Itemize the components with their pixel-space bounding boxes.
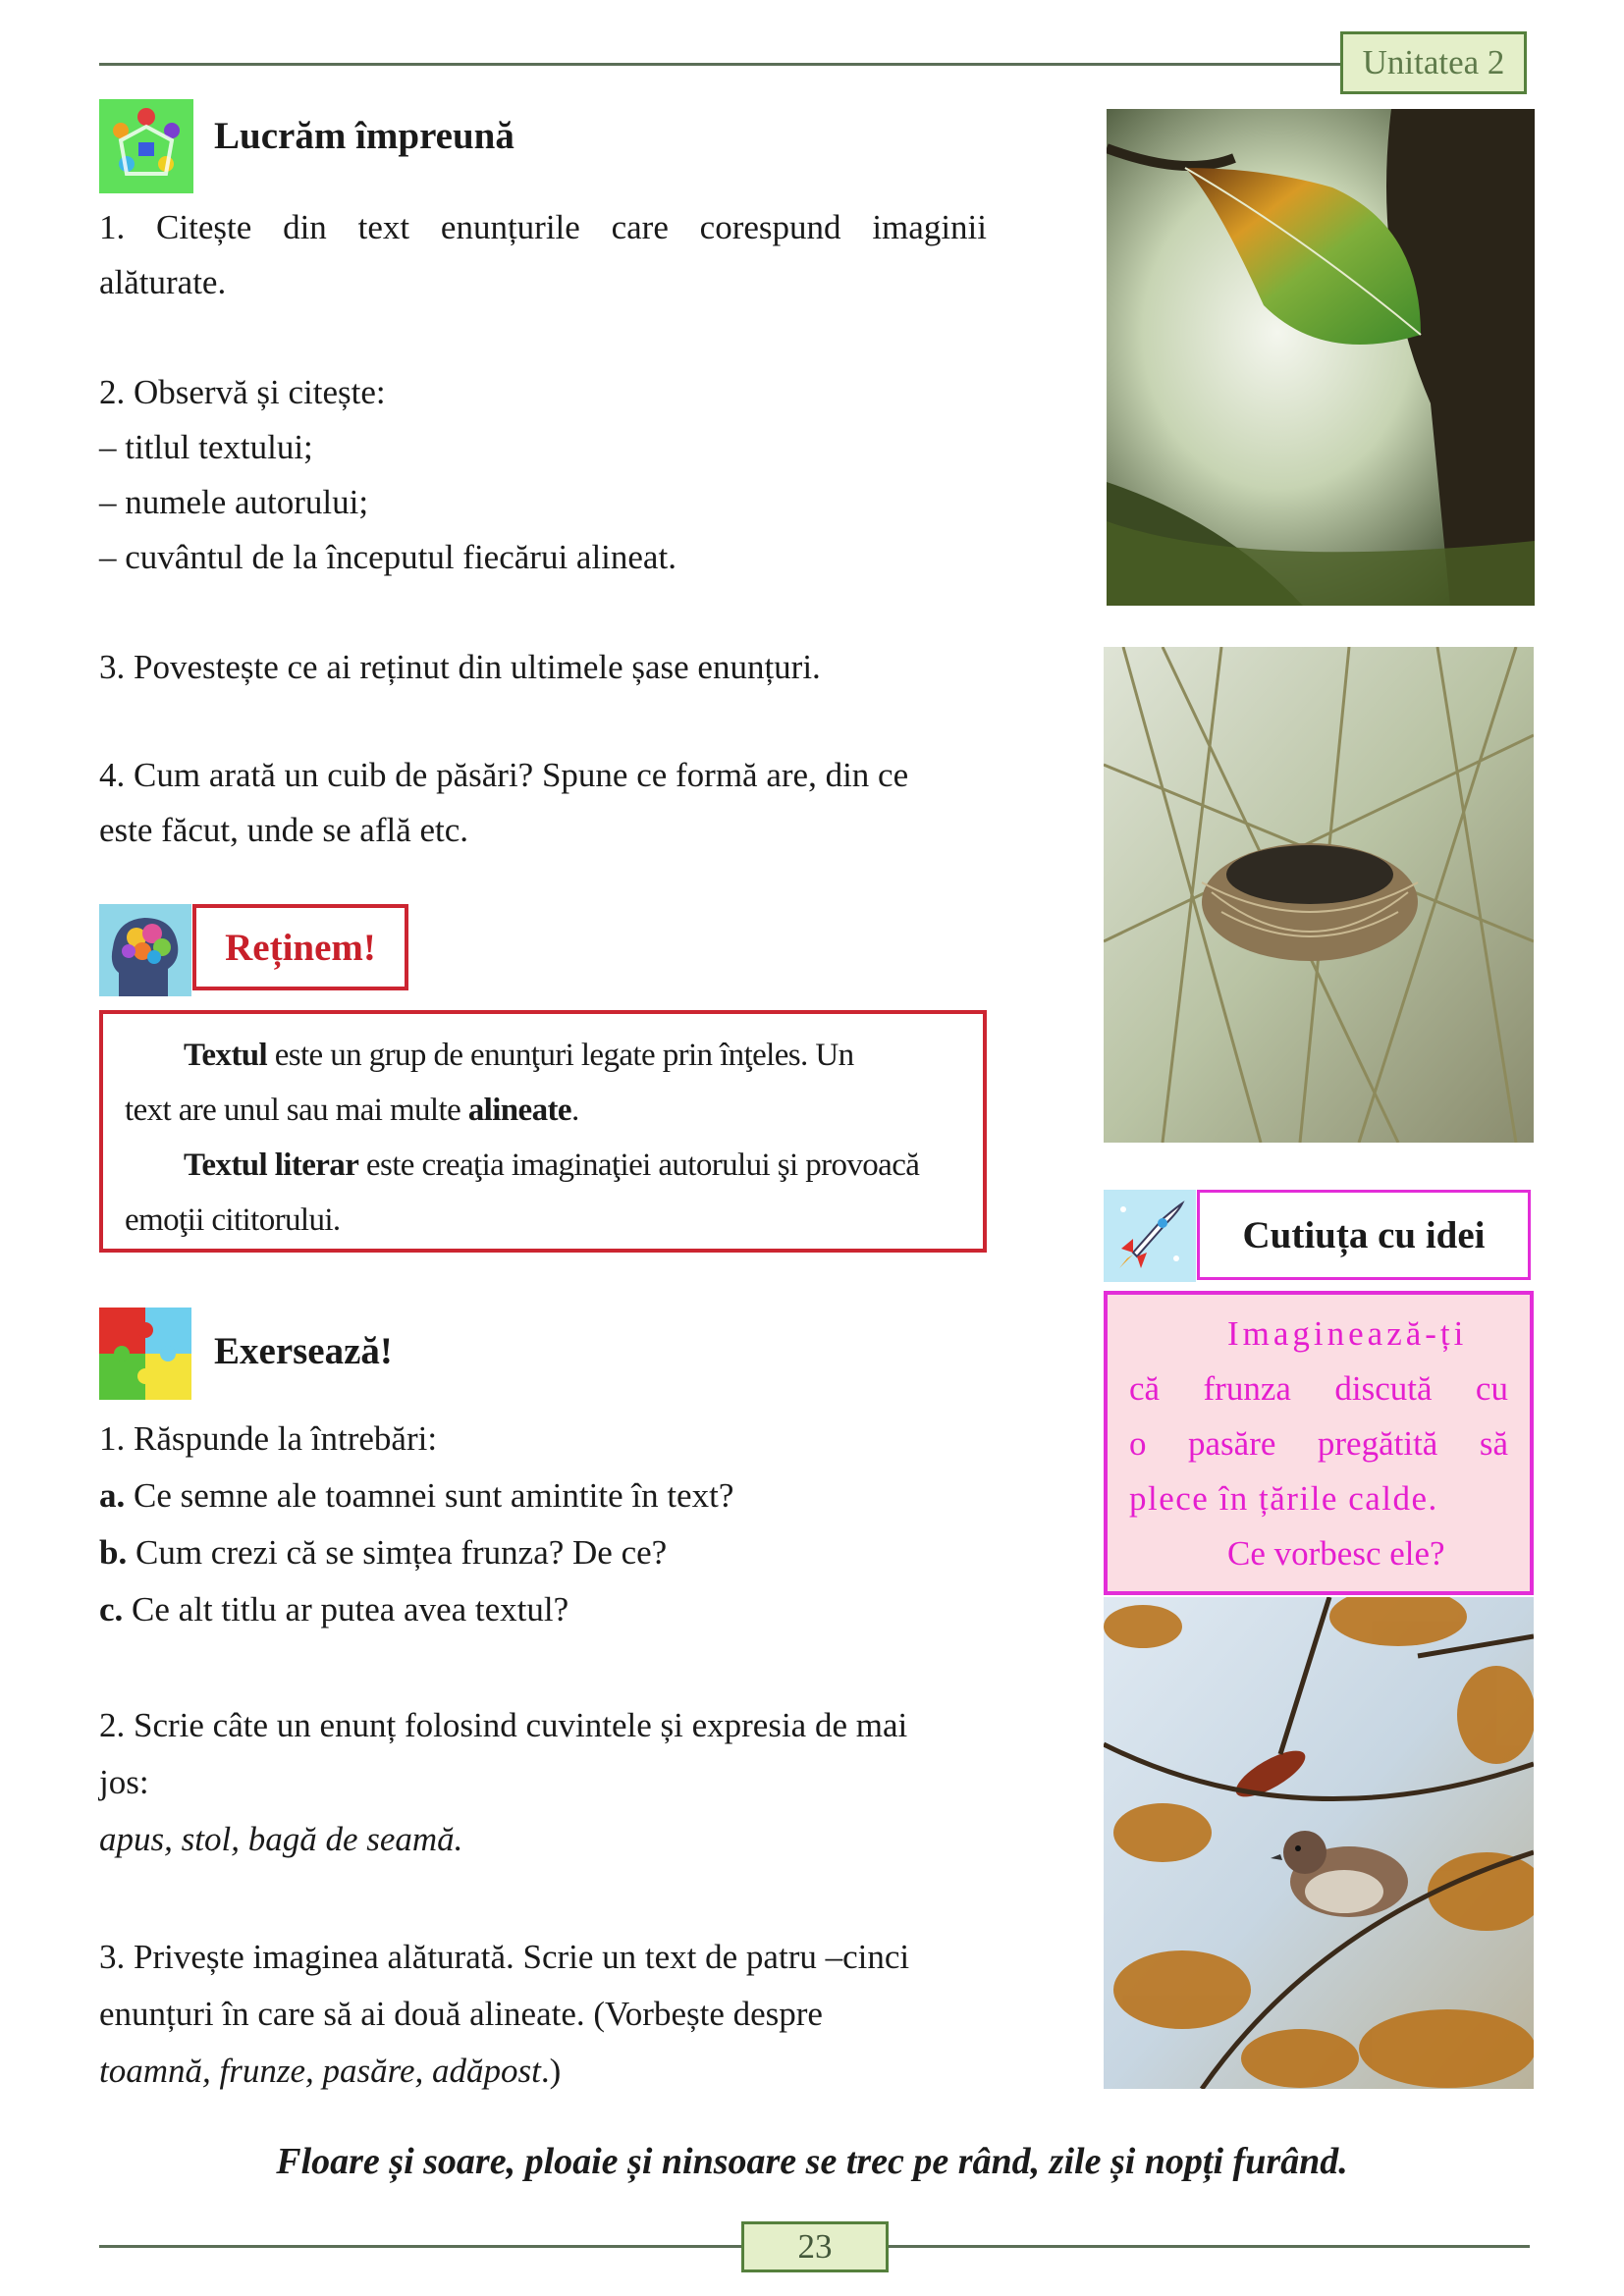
definition-text: . bbox=[570, 1093, 579, 1128]
exerseaza-q3-line2: enunțuri în care să ai două alineate. (Vorbește despre bbox=[99, 1995, 823, 2033]
page-number: 23 bbox=[741, 2221, 889, 2272]
cutiuta-word: frunza bbox=[1203, 1369, 1291, 1408]
cutiuta-title: Cutiuța cu idei bbox=[1197, 1190, 1531, 1280]
exerseaza-q2-line2: jos: bbox=[99, 1763, 149, 1801]
cutiuta-line bbox=[1129, 1416, 1508, 1471]
exerseaza-q2-line1: 2. Scrie câte un enunț folosind cuvintele și expresia de mai bbox=[99, 1706, 908, 1744]
definition-text: este un grup de enunţuri legate prin înţeles. Un bbox=[267, 1038, 854, 1073]
cutiuta-word: Ce vorbesc ele? bbox=[1227, 1534, 1445, 1573]
retinem-paragraph-2 bbox=[125, 1138, 963, 1248]
exerseaza-item-a bbox=[99, 1468, 733, 1523]
definition-text: emoţii cititorului. bbox=[125, 1202, 341, 1238]
item-text: Ce semne ale toamnei sunt amintite în text? bbox=[125, 1476, 734, 1515]
lucram-heading: Lucrăm împreună bbox=[214, 115, 514, 157]
leaf-photo bbox=[1107, 109, 1535, 606]
lucram-q3: 3. Povestește ce ai reținut din ultimele șase enunțuri. bbox=[99, 648, 821, 686]
lucram-q1-line2: alăturate. bbox=[99, 263, 227, 301]
exerseaza-q3-line1: 3. Privește imaginea alăturată. Scrie un text de patru –cinci bbox=[99, 1938, 910, 1976]
lucram-q4-line2: este făcut, unde se află etc. bbox=[99, 811, 469, 849]
retinem-definition-box bbox=[99, 1010, 987, 1253]
sparrow-photo bbox=[1104, 1597, 1534, 2089]
cutiuta-line bbox=[1129, 1471, 1508, 1526]
cutiuta-line bbox=[1129, 1307, 1508, 1362]
lucram-q2: 2. Observă și citește: bbox=[99, 373, 386, 411]
cutiuta-word: pregătită bbox=[1317, 1424, 1438, 1463]
q3-end: .) bbox=[540, 2052, 562, 2090]
nest-photo bbox=[1104, 647, 1534, 1143]
retinem-paragraph-1 bbox=[125, 1028, 963, 1138]
cutiuta-box bbox=[1104, 1291, 1534, 1595]
exerseaza-heading: Exersează! bbox=[214, 1330, 393, 1372]
unit-badge: Unitatea 2 bbox=[1340, 31, 1527, 94]
exerseaza-q1: 1. Răspunde la întrebări: bbox=[99, 1419, 438, 1458]
exerseaza-q2-words: apus, stol, bagă de seamă. bbox=[99, 1820, 463, 1858]
rocket-icon bbox=[1104, 1190, 1196, 1282]
cutiuta-line bbox=[1129, 1526, 1508, 1581]
cutiuta-word: să bbox=[1479, 1424, 1508, 1463]
retinem-title: Reținem! bbox=[192, 904, 408, 990]
cutiuta-word: pasăre bbox=[1188, 1424, 1276, 1463]
brain-icon bbox=[99, 904, 191, 996]
item-text: Ce alt titlu ar putea avea textul? bbox=[123, 1590, 569, 1629]
term-text: Textul bbox=[184, 1038, 268, 1073]
item-label: b. bbox=[99, 1533, 128, 1572]
item-text: Cum crezi că se simțea frunza? De ce? bbox=[127, 1533, 668, 1572]
cutiuta-word: că bbox=[1129, 1369, 1161, 1408]
cutiuta-line bbox=[1129, 1362, 1508, 1416]
definition-text: text are unul sau mai multe bbox=[125, 1093, 468, 1128]
lucram-q2-item: – titlul textului; bbox=[99, 428, 313, 466]
footer-rule-left bbox=[99, 2245, 741, 2248]
exerseaza-q3-line3 bbox=[99, 2044, 561, 2099]
lucram-q1-line1: 1. Citește din text enunțurile care corespund imaginii bbox=[99, 208, 987, 246]
cutiuta-word: o bbox=[1129, 1424, 1147, 1463]
q3-words: toamnă, frunze, pasăre, adăpost bbox=[99, 2052, 541, 2090]
header-rule bbox=[99, 63, 1340, 66]
exerseaza-item-c bbox=[99, 1582, 568, 1637]
term-text-literar: Textul literar bbox=[184, 1148, 359, 1183]
proverb: Floare și soare, ploaie și ninsoare se trec pe rând, zile și nopți furând. bbox=[276, 2141, 1348, 2182]
exerseaza-item-b bbox=[99, 1525, 667, 1580]
item-label: a. bbox=[99, 1476, 126, 1515]
definition-text: este creaţia imaginaţiei autorului şi provoacă bbox=[358, 1148, 920, 1183]
cutiuta-word: Imaginează-ți bbox=[1227, 1314, 1468, 1353]
teamwork-icon bbox=[99, 99, 193, 193]
cutiuta-word: discută bbox=[1334, 1369, 1433, 1408]
footer-rule-right bbox=[889, 2245, 1530, 2248]
puzzle-icon bbox=[99, 1308, 191, 1400]
lucram-q2-item: – numele autorului; bbox=[99, 483, 369, 521]
term-alineate: alineate bbox=[467, 1093, 571, 1128]
cutiuta-word: cu bbox=[1475, 1369, 1508, 1408]
item-label: c. bbox=[99, 1590, 124, 1629]
lucram-q2-item: – cuvântul de la începutul fiecărui alineat. bbox=[99, 538, 677, 576]
cutiuta-word: plece în țările calde. bbox=[1129, 1479, 1438, 1518]
lucram-q4-line1: 4. Cum arată un cuib de păsări? Spune ce formă are, din ce bbox=[99, 756, 909, 794]
